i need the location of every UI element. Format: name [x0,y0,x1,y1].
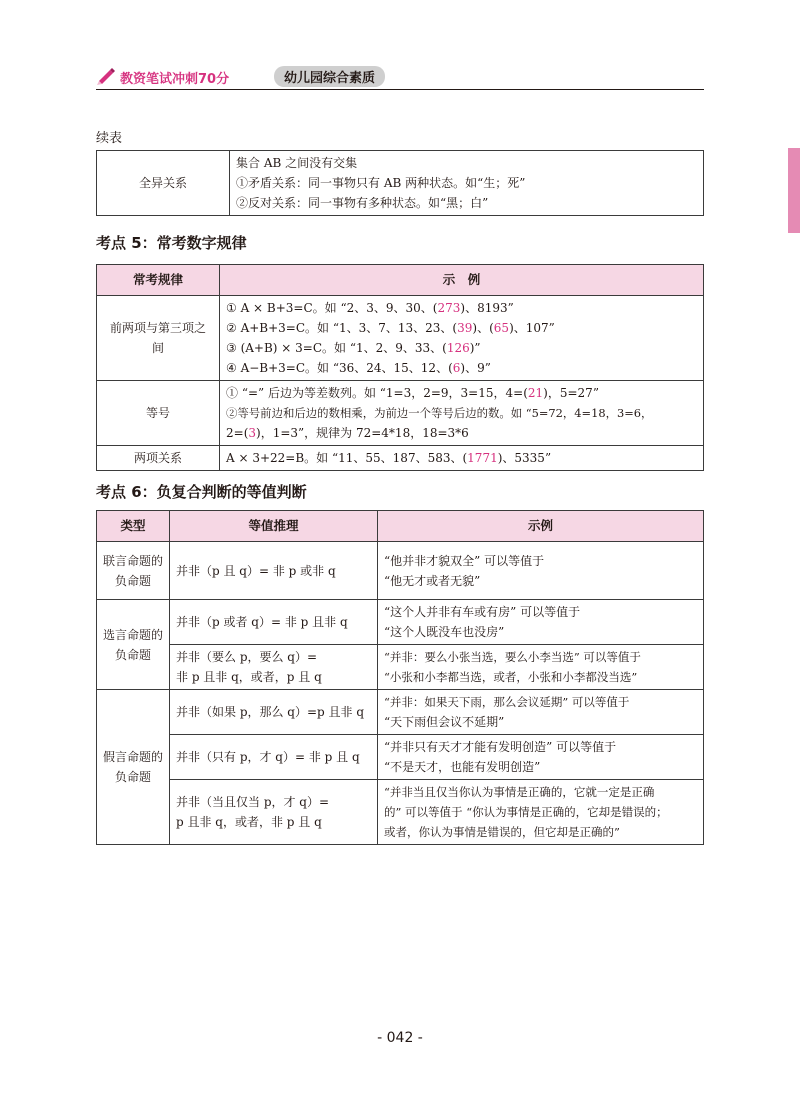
term-cell: 前两项与第三项之间 [97,296,220,381]
table-number-patterns [96,264,704,471]
column-header: 示 例 [220,265,704,296]
example-line: ① “=” 后边为等差数列。如 “1=3，2=9，3=15，4=(21)，5=27” [226,386,599,400]
answer-value: 126 [446,341,470,355]
term-cell: 全异关系 [97,151,230,216]
section6-title: 考点 6：负复合判断的等值判断 [96,483,307,501]
table-row [97,542,704,600]
table-row [97,645,704,690]
table-row [97,600,704,645]
example-cell: “这个人并非有车或有房” 可以等值于 “这个人既没车也没房” [378,600,704,645]
example-cell [220,446,704,471]
term-cell: 两项关系 [97,446,220,471]
rule-cell: 并非（当且仅当 p，才 q）= p 且非 q，或者，非 p 且 q [170,780,378,845]
type-cell: 假言命题的负命题 [97,690,170,845]
example-cell: “并非只有天才才能有发明创造” 可以等值于 “不是天才，也能有发明创造” [378,735,704,780]
rule-cell: 并非（p 且 q）= 非 p 或非 q [170,542,378,600]
table-row [97,296,704,381]
page-number: - 042 - [377,1030,423,1046]
example-cell: “并非：如果天下雨，那么会议延期” 可以等值于 “天下雨但会议不延期” [378,690,704,735]
column-header: 常考规律 [97,265,220,296]
example-cell [220,296,704,381]
definition-cell [230,151,704,216]
header-badge: 幼儿园综合素质 [274,66,385,87]
rule-cell: 并非（要么 p，要么 q）= 非 p 且非 q，或者，p 且 q [170,645,378,690]
example-cell: “他并非才貌双全” 可以等值于 “他无才或者无貌” [378,542,704,600]
page-header [96,64,704,90]
table-row [97,151,704,216]
example-line: 2=(3)，1=3”，规律为 72=4*18，18=3*6 [226,426,469,440]
pencil-icon [96,66,116,86]
table-header-row [97,265,704,296]
table-row [97,381,704,446]
definition-line: ①矛盾关系：同一事物只有 AB 两种状态。如“生；死” [236,176,526,190]
example-line: A × 3+22=B。如 “11、55、187、583、(1771)、5335” [226,451,552,465]
example-line: ③ (A+B) × 3=C。如 “1、2、9、33、(126)” [226,341,481,355]
side-tab-marker [788,148,800,233]
example-cell: “并非：要么小张当选，要么小李当选” 可以等值于 “小张和小李都当选，或者，小张和小李都没当选” [378,645,704,690]
example-line: ① A × B+3=C。如 “2、3、9、30、(273)、8193” [226,301,514,315]
definition-line: 集合 AB 之间没有交集 [236,156,358,170]
answer-value: 1771 [467,451,498,465]
table-continued [96,150,704,216]
answer-value: 21 [527,386,544,400]
header-rule [96,89,704,90]
answer-value: 39 [457,321,473,335]
table-row [97,780,704,845]
answer-value: 3 [248,426,257,440]
table-row [97,735,704,780]
table-negation-equivalence [96,510,704,845]
rule-cell: 并非（p 或者 q）= 非 p 且非 q [170,600,378,645]
definition-line: ②反对关系：同一事物有多种状态。如“黑；白” [236,196,489,210]
answer-value: 6 [452,361,461,375]
continued-label: 续表 [96,131,123,146]
type-cell: 联言命题的负命题 [97,542,170,600]
answer-value: 65 [493,321,510,335]
example-cell: “并非当且仅当你认为事情是正确的，它就一定是正确 的” 可以等值于 “你认为事情是正确的，它却是错误的； 或者，你认为事情是错误的，但它却是正确的” [378,780,704,845]
column-header: 等值推理 [170,511,378,542]
table-header-row [97,511,704,542]
type-cell: 选言命题的负命题 [97,600,170,690]
term-cell: 等号 [97,381,220,446]
column-header: 类型 [97,511,170,542]
rule-cell: 并非（只有 p，才 q）= 非 p 且 q [170,735,378,780]
answer-value: 273 [437,301,461,315]
column-header: 示例 [378,511,704,542]
table-row [97,690,704,735]
table-row [97,446,704,471]
header-title: 教资笔试冲刺70分 [120,72,230,87]
example-line: ②等号前边和后边的数相乘，为前边一个等号后边的数。如 “5=72，4=18，3=6， [226,406,653,420]
example-line: ④ A−B+3=C。如 “36、24、15、12、(6)、9” [226,361,491,375]
example-cell [220,381,704,446]
example-line: ② A+B+3=C。如 “1、3、7、13、23、(39)、(65)、107” [226,321,555,335]
rule-cell: 并非（如果 p，那么 q）=p 且非 q [170,690,378,735]
section5-title: 考点 5：常考数字规律 [96,234,247,252]
